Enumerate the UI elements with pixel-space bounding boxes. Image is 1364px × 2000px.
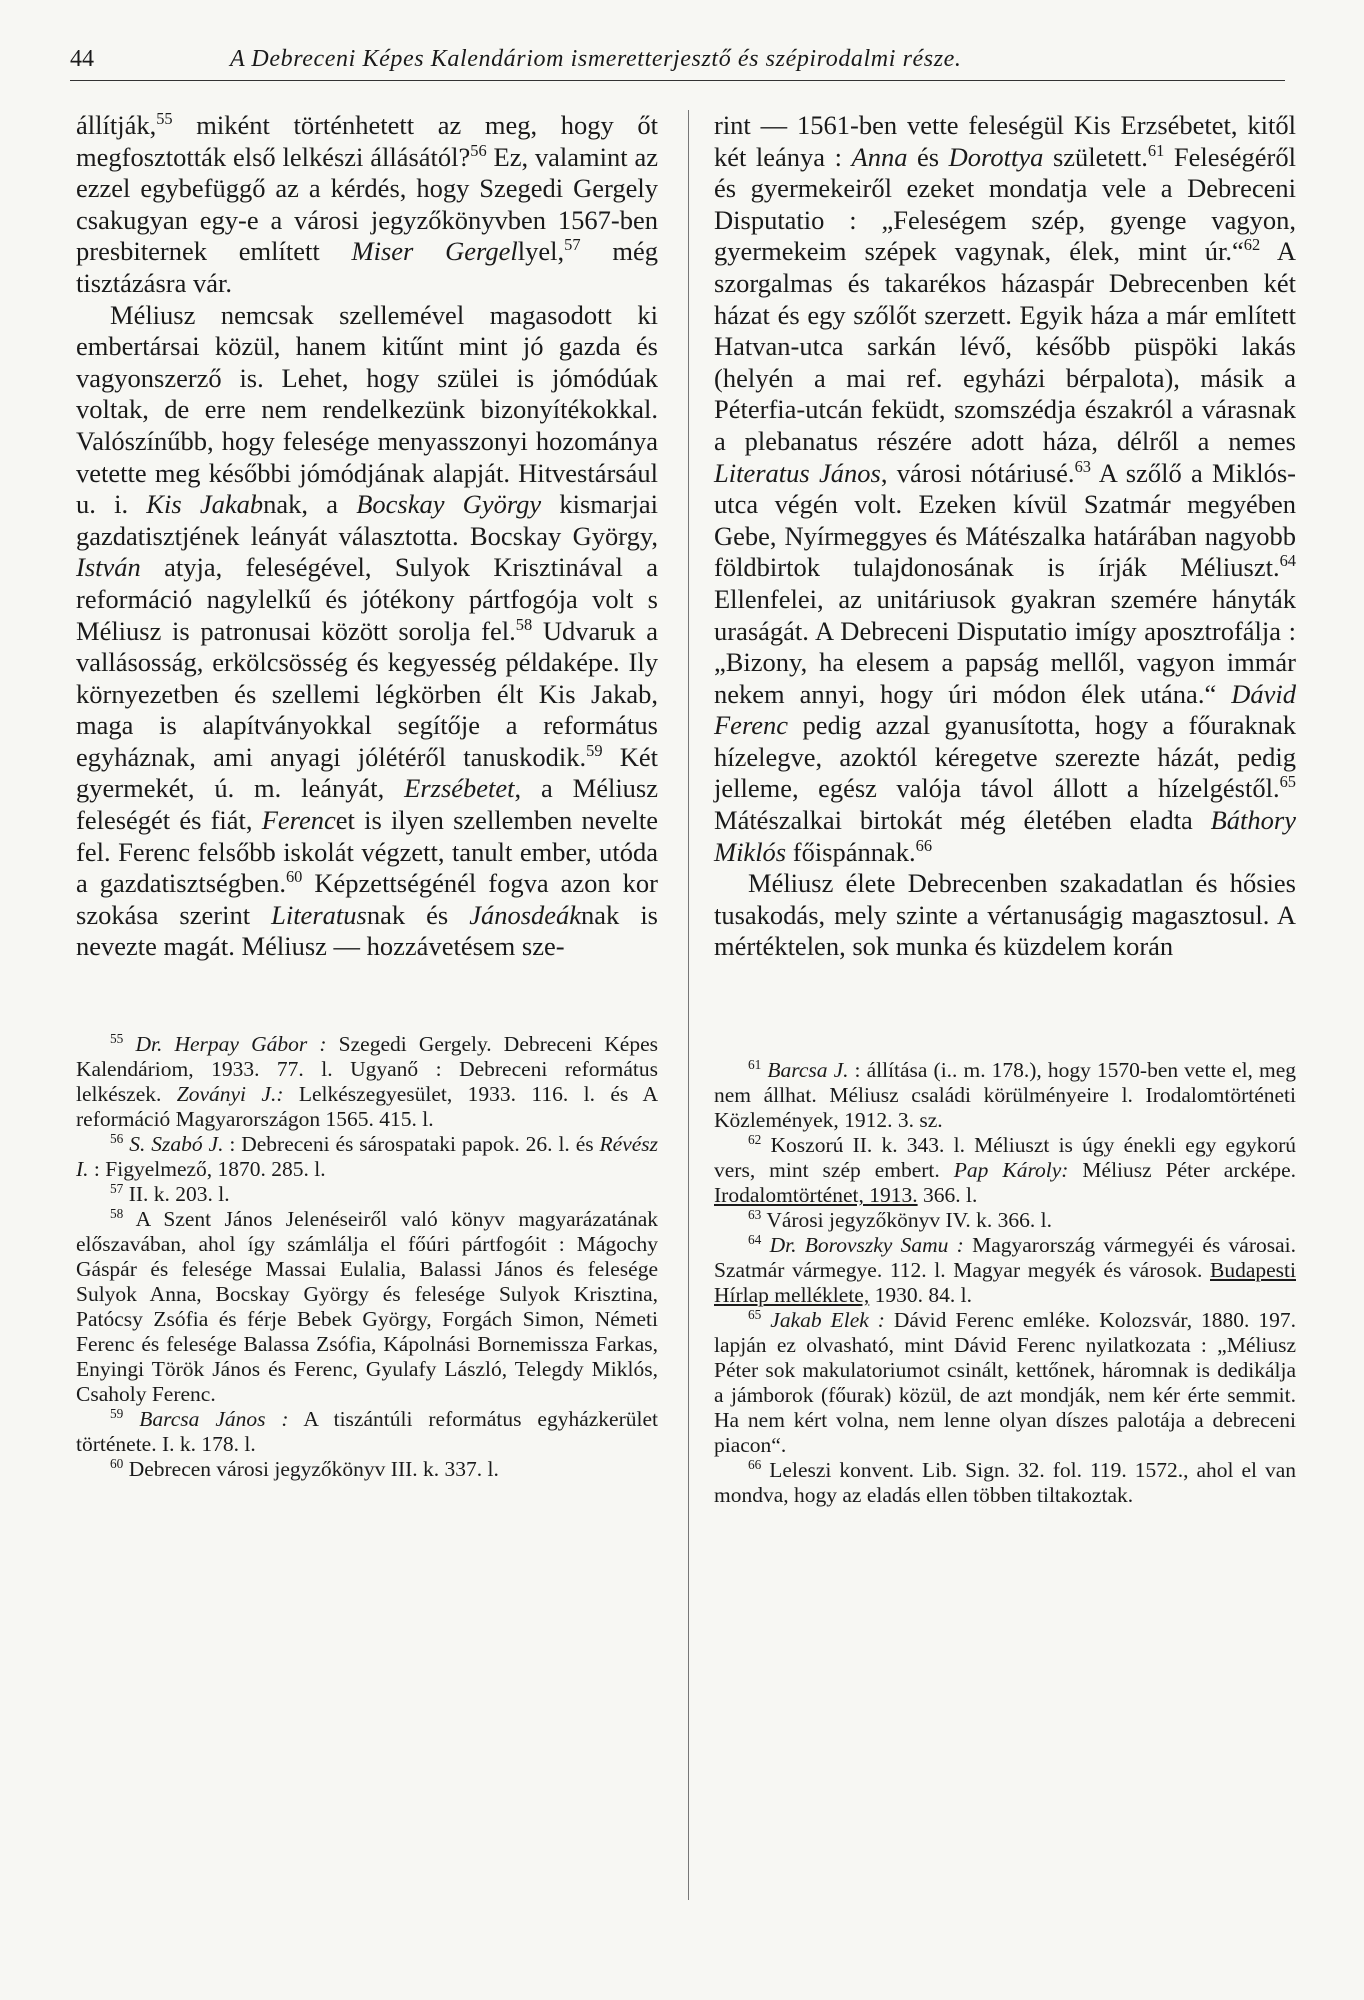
- footnote: $^{63}$ Városi jegyzőkönyv IV. k. 366. l.: [748, 1206, 1052, 1232]
- paragraph: rint — 1561-ben vette feleségül Kis Erzsébetet, kitől két leánya : Anna és Dorottya született.$^{61}$ Feleségéről és gyermekeiről ezeket mondatja vele a Debreceni Disputatio : „Feleségem szép, gyenge vagyon, gyermekeim szépek vagynak, élek, mint úr.“$^{62}$ A szorgalmas és takarékos házaspár Debrecenben két házat és egy szőlőt szerzett. Egyik háza a már említett Hatvan-utca sarkán lévő, később püspöki lakás (helyén a mai ref. egyházi bérpalota), másik a Péterfia-utcán feküdt, szomszédja északról a várasnak a plebanatus részére adott háza, délről a nemes Literatus János, városi nótáriusé.$^{63}$ A szőlő a Miklós-utca végén volt. Ezeken kívül Szatmár megyében Gebe, Nyírmeggyes és Mátészalka határában nagyobb földbirtok tulajdonosának is írják Méliuszt.$^{64}$ Ellenfelei, az unitáriusok gyakran szemére hányták uraságát. A Debreceni Disputatio imígy aposztrofálja : „Bizony, ha elesem a papság mellől, vagyon immár nekem annyi, hogy úri módon élek utána.“ Dávid Ferenc pedig azzal gyanusította, hogy a főuraknak hízelegve, azoktól kéregetve szerezte házát, pedig jelleme, egész valója távol állott a hízelgéstől.$^{65}$ Mátészalkai birtokát még életében eladta Báthory Miklós főispánnak.$^{66}$: [714, 110, 1296, 867]
- footnote: $^{64}$ Dr. Borovszky Samu : Magyarország vármegyéi és városai. Szatmár vármegye. 112. l. Magyar megyék és városok. Budapesti Hírlap melléklete, 1930. 84. l.: [714, 1231, 1297, 1307]
- footnote-ref: 55: [156, 109, 173, 129]
- footnote: $^{57}$ II. k. 203. l.: [110, 1180, 230, 1206]
- footnote-ref: 56: [470, 140, 487, 160]
- footnote-ref: 59: [586, 741, 603, 761]
- footnote-ref: 64: [1279, 551, 1296, 571]
- header-rule: [70, 80, 1285, 81]
- footnote-ref: 57: [564, 235, 581, 255]
- body-column-right: [714, 110, 1296, 963]
- footnote: $^{65}$ Jakab Elek : Dávid Ferenc emléke. Kolozsvár, 1880. 197. lapján ez olvasható, mint Dávid Ferenc nyilatkozata : „Méliusz Péter sok makulatoriumot csinált, kettőnek, háromnak is dedikálja a jámborok (főurak) közül, de azt mondják, nem kér érte semmit. Ha nem kért volna, nem lenne olyan díszes palotája a debreceni piacon“.: [714, 1306, 1297, 1457]
- page-number: 44: [70, 46, 94, 72]
- column-divider: [688, 110, 689, 1900]
- body-column-left: [76, 110, 658, 963]
- footnote: $^{62}$ Koszorú II. k. 343. l. Méliuszt is úgy énekli egy egykorú vers, mint szép embert. Pap Károly: Méliusz Péter arcképe. Irodalomtörténet, 1913. 366. l.: [714, 1131, 1297, 1207]
- footnote-ref: 61: [1147, 140, 1165, 160]
- paragraph: állítják,$^{55}$ miként történhetett az meg, hogy őt megfosztották első lelkészi állásától?$^{56}$ Ez, valamint az ezzel egybefüggő az a kérdés, hogy Szegedi Gergely csakugyan egy-e a városi jegyzőkönyvben 1567-ben presbiternek említett Miser Gergellyel,$^{57}$ még tisztázásra vár.: [76, 109, 658, 298]
- footnote: $^{60}$ Debrecen városi jegyzőkönyv III. k. 337. l.: [110, 1455, 499, 1481]
- footnote-ref: 60: [285, 867, 303, 887]
- paragraph: Méliusz élete Debrecenben szakadatlan és hősies tusakodás, mely szinte a vértanuságig magasztosul. A mértéktelen, sok munka és küzdelem korán: [714, 868, 1296, 962]
- footnote-ref: 65: [1279, 772, 1296, 792]
- running-title: A Debreceni Képes Kalendáriom ismeretterjesztő és szépirodalmi része.: [230, 46, 962, 72]
- footnotes-left: [76, 1032, 658, 1482]
- footnote: $^{55}$ Dr. Herpay Gábor : Szegedi Gergely. Debreceni Képes Kalendáriom, 1933. 77. l. Ugyanő : Debreceni református lelkészek. Zoványi J.: Lelkészegyesület, 1933. 116. l. és A reformáció Magyarországon 1565. 415. l.: [76, 1030, 659, 1131]
- footnote-ref: 66: [915, 835, 933, 855]
- footnote-ref: 63: [1074, 456, 1091, 476]
- footnote-ref: 58: [515, 614, 533, 634]
- footnotes-right: [714, 1058, 1296, 1508]
- footnote: $^{66}$ Leleszi konvent. Lib. Sign. 32. fol. 119. 1572., ahol el van mondva, hogy az eladás ellen többen tiltakoztak.: [714, 1456, 1296, 1507]
- running-header: [70, 46, 1285, 76]
- footnote: $^{56}$ S. Szabó J. : Debreceni és sárospataki papok. 26. l. és Révész I. : Figyelmező, 1870. 285. l.: [76, 1130, 659, 1181]
- footnote: $^{59}$ Barcsa János : A tiszántúli református egyházkerület története. I. k. 178. l.: [76, 1405, 658, 1456]
- footnote-ref: 62: [1243, 235, 1261, 255]
- paragraph: Méliusz nemcsak szellemével magasodott ki embertársai közül, hanem kitűnt mint jó gazda és vagyonszerző is. Lehet, hogy szülei is jómódúak voltak, de erre nem rendelkezünk bizonyítékokkal. Valószínűbb, hogy felesége menyasszonyi hozománya vetette meg későbbi jómódjának alapját. Hitvestársául u. i. Kis Jakabnak, a Bocskay György kismarjai gazdatisztjének leányát választotta. Bocskay György, István atyja, feleségével, Sulyok Krisztinával a reformáció nagylelkű és jótékony pártfogója volt s Méliusz is patronusai között sorolja fel.$^{58}$ Udvaruk a vallásosság, erkölcsösség és kegyesség példaképe. Ily környezetben és szellemi légkörben élt Kis Jakab, maga is alapítványokkal segítője a református egyháznak, ami anyagi jólétéről tanuskodik.$^{59}$ Két gyermekét, ú. m. leányát, Erzsébetet, a Méliusz feleségét és fiát, Ferencet is ilyen szellemben nevelte fel. Ferenc felsőbb iskolát végzett, tanult ember, utóda a gazdatisztségben.$^{60}$ Képzettségénél fogva azon kor szokása szerint Literatusnak és Jánosdeáknak is nevezte magát. Méliusz — hozzávetésem sze-: [76, 299, 659, 962]
- footnote: $^{61}$ Barcsa J. : állítása (i.. m. 178.), hogy 1570-ben vette el, meg nem állhat. Méliusz családi körülményeire l. Irodalomtörténeti Közlemények, 1912. 3. sz.: [714, 1056, 1296, 1132]
- footnote: $^{58}$ A Szent János Jelenéseiről való könyv magyarázatának előszavában, ahol így számlálja el főúri pártfogóit : Mágochy Gáspár és felesége Massai Eulalia, Balassi János és felesége Sulyok Anna, Bocskay György és felesége Sulyok Krisztina, Patócsy Zsófia és férje Bebek György, Forgách Simon, Németi Ferenc és felesége Balassa Zsófia, Kápolnási Bornemissza Farkas, Enyingi Török János és Ferenc, Gyulafy László, Telegdy Miklós, Csaholy Ferenc.: [76, 1205, 658, 1406]
